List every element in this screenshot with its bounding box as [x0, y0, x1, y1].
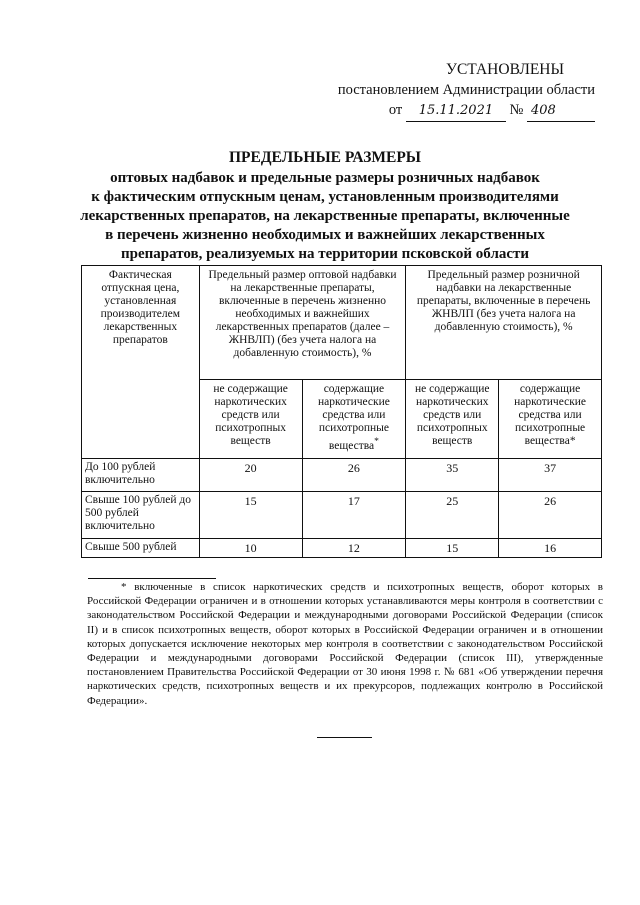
heading-line: лекарственных препаратов, на лекарственные препараты, включенные [80, 208, 570, 224]
cell-wholesale-no: 10 [199, 539, 302, 558]
cell-retail-yes: 16 [499, 539, 602, 558]
cell-retail-yes: 37 [499, 459, 602, 492]
approval-number: 408 [527, 101, 595, 122]
footnote-separator [88, 578, 216, 579]
table-row [82, 459, 602, 492]
footnote: * включенные в список наркотических средств и психотропных веществ, оборот которых в Российской Федерации ограничен и в отношении которых устанавливаются меры контроля в соответствии с законодательством Российской Федерации и международными договорами Российской Федерации (список II) и в список психотропных веществ, оборот которых в Российской Федерации ограничен и в отношении которых допускается исключение некоторых мер контроля в соответствии с законодательством Российской Федерации и международными договорами Российской Федерации (список III), утвержденные постановлением Правительства Российской Федерации от 30 июня 1998 г. № 681 «Об утверждении перечня наркотических средств, психотропных веществ и их прекурсоров, подлежащих контролю в Российской Федерации». [87, 581, 603, 707]
footnote-star: * [374, 436, 379, 447]
end-of-document-line [317, 737, 372, 738]
approval-block [325, 60, 595, 122]
approval-date-line [325, 100, 595, 122]
number-prefix: № [509, 102, 524, 118]
cell-retail-yes: 26 [499, 492, 602, 539]
approval-title: УСТАНОВЛЕНЫ [445, 61, 565, 78]
row-label: Свыше 100 рублей до 500 рублей включительно [82, 492, 200, 539]
table-row [82, 492, 602, 539]
header-retail: Предельный размер розничной надбавки на лекарственные препараты, включенные в перечень ЖНВЛП (без учета налога на добавленную стоимость), % [406, 266, 602, 380]
heading-line: препаратов, реализуемых на территории псковской области [120, 246, 530, 262]
table-header-row [82, 266, 602, 380]
cell-wholesale-yes: 26 [302, 459, 406, 492]
approval-authority: постановлением Администрации области [337, 82, 595, 98]
header-price: Фактическая отпускная цена, установленная производителем лекарственных препаратов [82, 266, 200, 459]
markup-limits-table [81, 265, 602, 558]
subheader-wholesale-no-narcotics: не содержащие наркотических средств или психотропных веществ [199, 380, 302, 459]
heading-line: к фактическим отпускным ценам, установленным производителями [91, 189, 559, 205]
heading-line: в перечень жизненно необходимых и важнейших лекарственных [105, 227, 545, 243]
cell-wholesale-no: 20 [199, 459, 302, 492]
approval-date: 15.11.2021 [406, 101, 506, 122]
subheader-wholesale-narcotics [302, 380, 406, 459]
footnote-star: * [569, 435, 576, 447]
document-heading [40, 148, 610, 264]
subheader-retail-no-narcotics: не содержащие наркотических средств или психотропных веществ [406, 380, 499, 459]
subheader-text: содержащие наркотические средства или психотропные вещества [514, 383, 587, 447]
cell-retail-no: 25 [406, 492, 499, 539]
subheader-text: содержащие наркотические средства или психотропные вещества [317, 383, 390, 452]
cell-retail-no: 15 [406, 539, 499, 558]
heading-line: оптовых надбавок и предельные размеры розничных надбавок [110, 170, 540, 186]
row-label: Свыше 500 рублей [82, 539, 200, 558]
table-row [82, 539, 602, 558]
subheader-retail-narcotics [499, 380, 602, 459]
cell-wholesale-yes: 12 [302, 539, 406, 558]
header-wholesale: Предельный размер оптовой надбавки на лекарственные препараты, включенные в перечень жизненно необходимых и важнейших лекарственных препаратов (далее – ЖНВЛП) (без учета налога на добавленную стоимость), % [199, 266, 406, 380]
row-label: До 100 рублей включительно [82, 459, 200, 492]
cell-wholesale-no: 15 [199, 492, 302, 539]
cell-wholesale-yes: 17 [302, 492, 406, 539]
heading-title: ПРЕДЕЛЬНЫЕ РАЗМЕРЫ [228, 149, 422, 166]
date-prefix: от [388, 102, 403, 118]
cell-retail-no: 35 [406, 459, 499, 492]
